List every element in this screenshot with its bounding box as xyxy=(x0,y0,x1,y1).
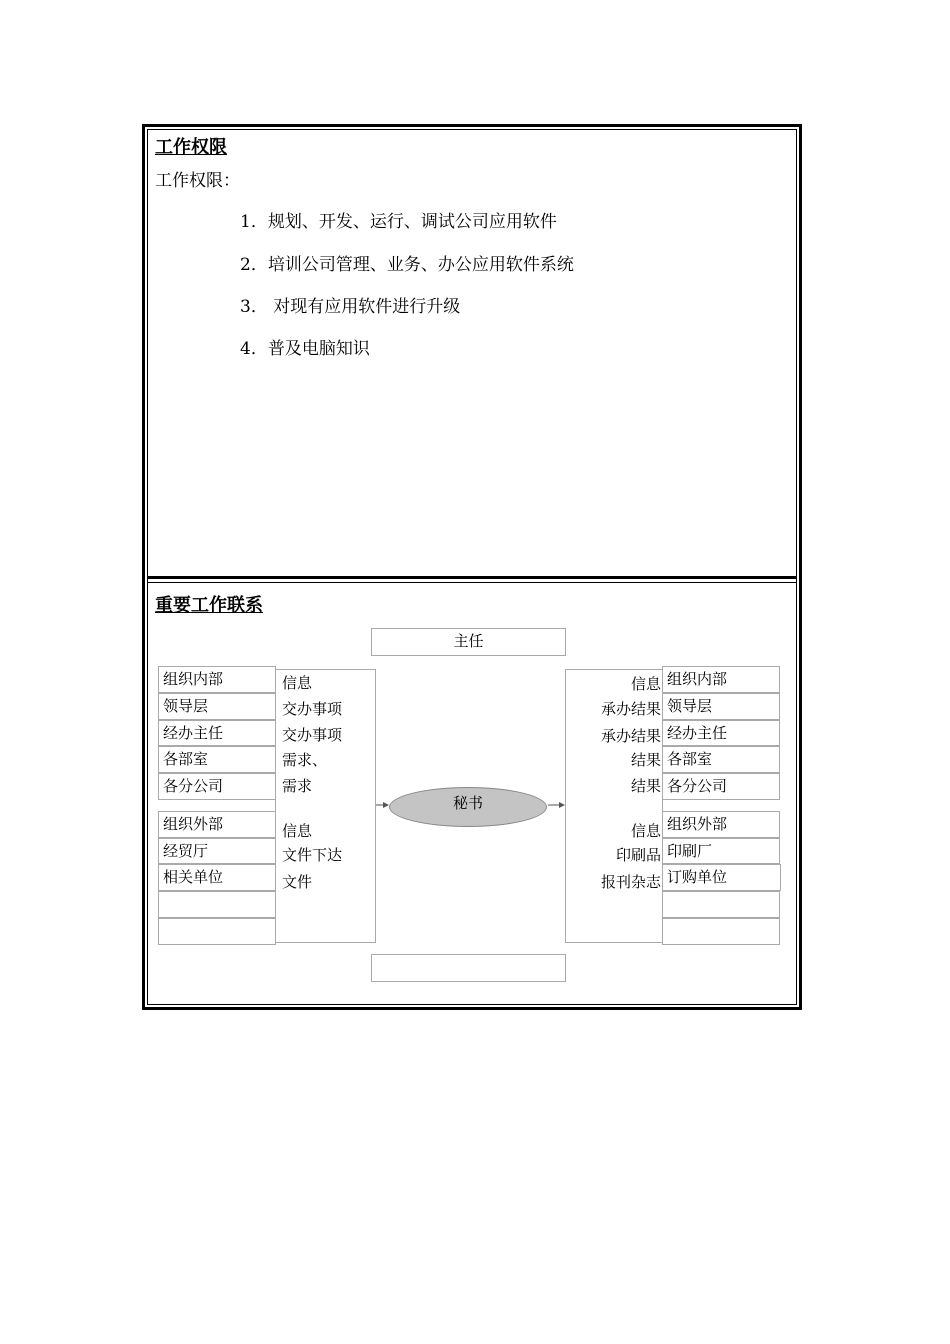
authority-item: 3． 对现有应用软件进行升级 xyxy=(240,297,461,317)
right-party-box: 组织外部 xyxy=(662,811,780,838)
right-party-box: 订购单位 xyxy=(662,864,781,891)
right-flow-label: 报刊杂志 xyxy=(600,873,661,891)
supervisor-box: 主任 xyxy=(371,628,566,656)
right-party-box: 组织内部 xyxy=(662,666,780,693)
left-flow-label: 交办事项 xyxy=(282,726,343,744)
secretary-node: 秘书 xyxy=(389,787,547,827)
left-party-box: 各分公司 xyxy=(158,773,276,800)
left-party-box: 各部室 xyxy=(158,746,276,773)
authority-item: 4．普及电脑知识 xyxy=(240,339,370,359)
left-party-box: 经贸厅 xyxy=(158,838,276,864)
right-flow-label: 承办结果 xyxy=(600,727,661,745)
right-arrow-head xyxy=(559,802,565,808)
right-flow-label: 承办结果 xyxy=(600,700,661,718)
left-party-box: 组织内部 xyxy=(158,666,276,693)
left-arrow-head xyxy=(383,802,389,808)
authority-item: 1．规划、开发、运行、调试公司应用软件 xyxy=(240,212,557,232)
left-flow-label: 信息 xyxy=(282,822,313,840)
left-party-box: 组织外部 xyxy=(158,811,276,838)
authority-intro: 工作权限： xyxy=(155,171,240,191)
left-party-box: 相关单位 xyxy=(158,864,276,891)
authority-heading: 工作权限 xyxy=(155,137,227,158)
right-party-box: 各部室 xyxy=(662,746,780,773)
right-flow-label: 信息 xyxy=(630,675,661,693)
authority-item: 2．培训公司管理、业务、办公应用软件系统 xyxy=(240,255,574,275)
right-party-box: 各分公司 xyxy=(662,773,780,800)
left-flow-label: 需求 xyxy=(282,777,313,795)
relations-heading: 重要工作联系 xyxy=(155,595,263,616)
left-party-box: 经办主任 xyxy=(158,720,276,746)
right-flow-label: 信息 xyxy=(630,822,661,840)
right-party-box: 印刷厂 xyxy=(662,838,780,864)
right-party-box: 领导层 xyxy=(662,693,780,720)
left-flow-label: 需求、 xyxy=(282,751,328,769)
left-flow-label: 信息 xyxy=(282,674,313,692)
right-flow-label: 结果 xyxy=(630,777,661,795)
right-party-box: 经办主任 xyxy=(662,720,780,746)
right-flow-label: 结果 xyxy=(630,751,661,769)
left-flow-label: 文件下达 xyxy=(282,846,343,864)
left-flow-label: 文件 xyxy=(282,873,313,891)
left-flow-label: 交办事项 xyxy=(282,700,343,718)
right-flow-label: 印刷品 xyxy=(615,846,661,864)
left-party-box: 领导层 xyxy=(158,693,276,720)
